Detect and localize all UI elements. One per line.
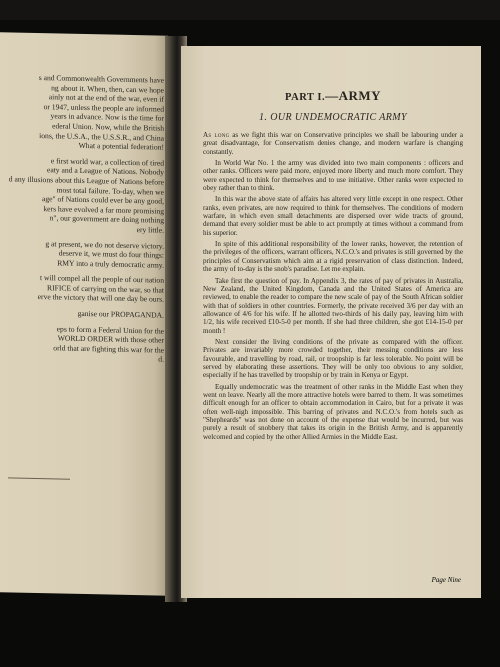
left-page-line: ng about it. When, then, can we hope: [51, 82, 164, 95]
opening-small-caps: As long: [203, 131, 230, 139]
part-heading: [203, 88, 463, 104]
left-page-line: orld that are fighting this war for the: [53, 343, 164, 355]
left-page-rule: [8, 477, 70, 479]
left-page-line: e first world war, a collection of tired: [50, 156, 164, 168]
paragraph: In this war the above state of affairs has altered very little except in one respect. Other ranks, even privates, are now required to think for themselves. The conditions of modern warfare, in which even small detachments are dispersed over wide tracts of ground, demand that every soldier must be able to act promptly at times without a command from his superior.: [203, 195, 463, 237]
left-page-line: erve the victory that will one day be ours.: [37, 292, 164, 305]
paragraph-text: as we fight this war on Conservative principles we shall be labouring under a great disadvantage, for Conservatism denies change, and modern warfare is changing constantly.: [203, 131, 463, 156]
paragraph: Equally undemocratic was the treatment of other ranks in the Middle East when they went on leave. Nearly all the more attractive hotels were barred to them. It was sometimes difficult enough for an officer to obtain accommodation in Cairo, but for a private it was often well-nigh impossible. This barring of privates and N.C.O.'s from hotels such as "Shepheards" was not done on account of the expense that would be incurred, but was purely a result of snobbery that takes its origin in the British Army, and is apparently welcomed and copied by the other Allied Armies in the Middle East.: [203, 382, 463, 441]
left-page-line: d.: [158, 354, 164, 365]
paragraph: In spite of this additional responsibility of the lower ranks, however, the retention of the privileges of the officers, warrant officers, N.C.O.'s and privates is still governed by the principles of Conservatism which aim at a rigid preservation of class distinction. Indeed, the army of to-day is the snob's paradise. Let me explain.: [203, 240, 463, 274]
left-page-line: d any illusions about this League of Nations before: [8, 174, 164, 187]
left-page-line: ganise our PROPAGANDA.: [77, 308, 164, 320]
paragraph: Next consider the living conditions of the private as compared with the officer. Privates are invariably more crowded together, their messing conditions are less favourable, and travelling by road, rail, or troopship is far less tolerable. No point will be served by elaborating these assertions. They will be only too obvious to any soldier, especially if he has travelled by troopship or by train in Kenya or Egypt.: [203, 337, 463, 380]
section-title: 1. OUR UNDEMOCRATIC ARMY: [259, 112, 407, 123]
left-page-line: kers have evolved a far more promising: [43, 203, 164, 216]
background-top: [0, 0, 500, 20]
left-page-line: most total failure. To-day, when we: [56, 184, 164, 197]
left-page-line: age" of Nations could ever be any good,: [41, 194, 164, 206]
left-page: [0, 32, 168, 596]
left-page-line: n", our government are doing nothing: [49, 213, 164, 225]
left-page-line: or 1947, unless the people are informed: [43, 101, 164, 114]
left-page-line: g at present, we do not deserve victory.: [45, 238, 164, 251]
left-page-line: eaty and a League of Nations. Nobody: [46, 165, 164, 178]
paragraph: In World War No. 1 the army was divided into two main components : officers and other ranks. Officers were paid more, enjoyed more liberty and much more comfort. They were expected to think for themselves and to use initiative. Other ranks were expected to obey rather than to think.: [203, 159, 463, 193]
left-page-line: s and Commonwealth Governments have: [38, 73, 164, 85]
background-bottom: [0, 600, 500, 667]
page-number: Page Nine: [431, 576, 461, 584]
left-page-line: ery little.: [136, 225, 164, 235]
left-page-line: RIFICE of carrying on the war, so that: [47, 283, 164, 295]
right-page: [181, 46, 481, 598]
right-page-content: [203, 88, 463, 444]
left-page-line: ions, the U.S.A., the U.S.S.R., and China: [39, 130, 164, 143]
left-page-line: ainly not at the end of the war, even if: [48, 92, 164, 104]
left-page-line: eps to form a Federal Union for the: [56, 324, 164, 336]
left-page-text: [0, 72, 164, 365]
left-page-line: t will compel all the people of our nation: [40, 273, 164, 285]
part-title: —ARMY: [325, 88, 382, 103]
paragraph: [203, 131, 463, 156]
left-page-line: What a potential federation!: [78, 141, 164, 152]
part-label: PART I.: [284, 92, 326, 103]
body-text: [203, 131, 463, 441]
left-page-line: WORLD ORDER with those other: [57, 333, 164, 345]
left-page-line: years in advance. Now is the time for: [50, 111, 164, 124]
left-page-line: ederal Union. Now, while the British: [52, 121, 164, 133]
paragraph: Take first the question of pay. In Appendix 3, the rates of pay of privates in Australia, New Zealand, the United Kingdom, Canada and the United States of America are reviewed, to enable the reader to compare the new scale of pay of the South African soldier with that of soldiers in other countries. Formerly, the private received 3/6 per day with an allowance of 4/6 for his wife. If he allotted two-thirds of his daily pay, leaving him with 1/2, his wife received £10-5-0 per month. If she had three children, she got £14-15-0 per month !: [203, 276, 463, 335]
left-page-line: RMY into a truly democratic army.: [57, 258, 164, 270]
left-page-line: deserve it, we must do four things:: [58, 248, 164, 260]
